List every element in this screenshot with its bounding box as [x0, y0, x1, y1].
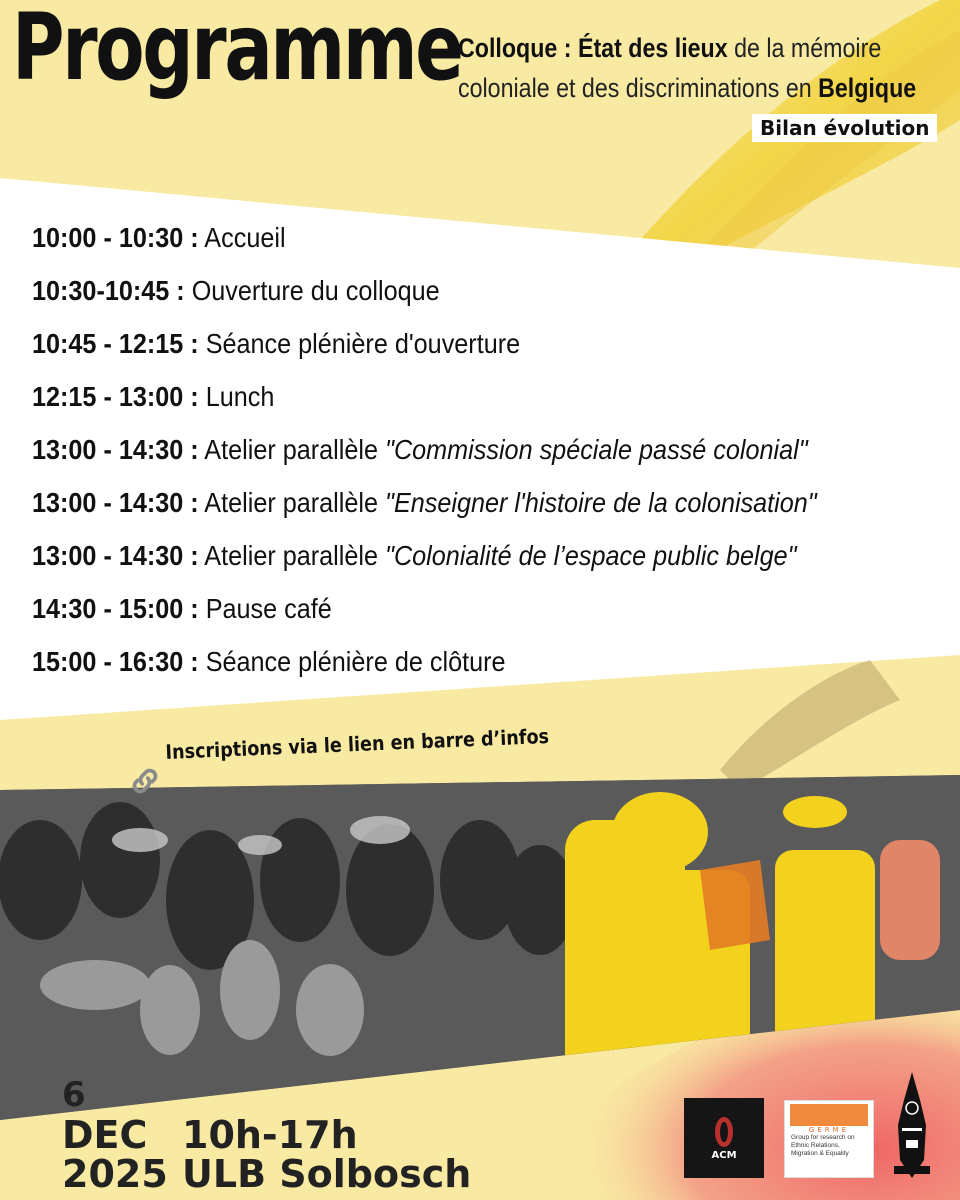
schedule-time: 14:30 - 15:00 :	[32, 593, 199, 624]
schedule-item	[32, 540, 797, 572]
schedule-time: 12:15 - 13:00 :	[32, 381, 199, 412]
schedule-activity: Lunch	[198, 381, 275, 412]
schedule-item	[32, 222, 286, 254]
schedule-title: "Colonialité de l’espace public belge"	[385, 540, 797, 571]
registration-link[interactable]: Inscriptions via le lien en barre d’infos	[165, 723, 550, 764]
subtitle-bold-1: État des lieux	[577, 33, 728, 63]
schedule-title: "Enseigner l'histoire de la colonisation"	[385, 487, 817, 518]
acm-logo	[684, 1098, 764, 1178]
event-venue: ULB Solbosch	[182, 1152, 472, 1196]
schedule-time: 15:00 - 16:30 :	[32, 646, 199, 677]
acm-label: ACM	[711, 1150, 737, 1161]
schedule-title: "Commission spéciale passé colonial"	[385, 434, 808, 465]
schedule-item	[32, 381, 274, 413]
event-hours: 10h-17h	[182, 1113, 358, 1157]
schedule-time: 13:00 - 14:30 :	[32, 540, 199, 571]
schedule-activity: Atelier parallèle	[198, 434, 386, 465]
mask-logo	[888, 1070, 936, 1180]
schedule-item	[32, 487, 817, 519]
mask-icon	[684, 1098, 764, 1178]
schedule-activity: Pause café	[198, 593, 332, 624]
germe-logo	[784, 1100, 874, 1178]
event-subtitle	[458, 28, 917, 108]
schedule-item	[32, 328, 520, 360]
schedule-activity: Atelier parallèle	[198, 487, 386, 518]
germe-banner	[790, 1104, 868, 1126]
germe-text: Group for research on Ethnic Relations, Migration & Equality	[791, 1134, 855, 1157]
schedule-time: 13:00 - 14:30 :	[32, 487, 199, 518]
subtitle-mid: de la mémoire	[727, 33, 882, 63]
event-month: DEC	[62, 1113, 148, 1157]
link-icon	[128, 764, 162, 798]
event-year: 2025	[62, 1152, 168, 1196]
subtitle-bold-2: Belgique	[818, 73, 917, 103]
page-title: Programme	[12, 0, 462, 101]
event-day: 6	[62, 1075, 86, 1115]
schedule-activity: Séance plénière de clôture	[198, 646, 506, 677]
schedule-time: 10:45 - 12:15 :	[32, 328, 199, 359]
schedule-time: 10:00 - 10:30 :	[32, 222, 199, 253]
schedule-activity: Séance plénière d'ouverture	[198, 328, 521, 359]
schedule-item	[32, 434, 808, 466]
germe-name: GERME	[808, 1126, 850, 1134]
schedule-item	[32, 275, 440, 307]
schedule-activity: Accueil	[198, 222, 286, 253]
status-badge: Bilan évolution	[752, 114, 937, 142]
schedule-item	[32, 593, 332, 625]
schedule-time: 10:30-10:45 :	[32, 275, 185, 306]
subtitle-prefix: Colloque :	[458, 33, 578, 63]
schedule-item	[32, 646, 506, 678]
subtitle-line-2: coloniale et des discriminations en	[458, 73, 819, 103]
schedule-time: 13:00 - 14:30 :	[32, 434, 199, 465]
schedule-activity: Atelier parallèle	[198, 540, 386, 571]
schedule-activity: Ouverture du colloque	[184, 275, 440, 306]
